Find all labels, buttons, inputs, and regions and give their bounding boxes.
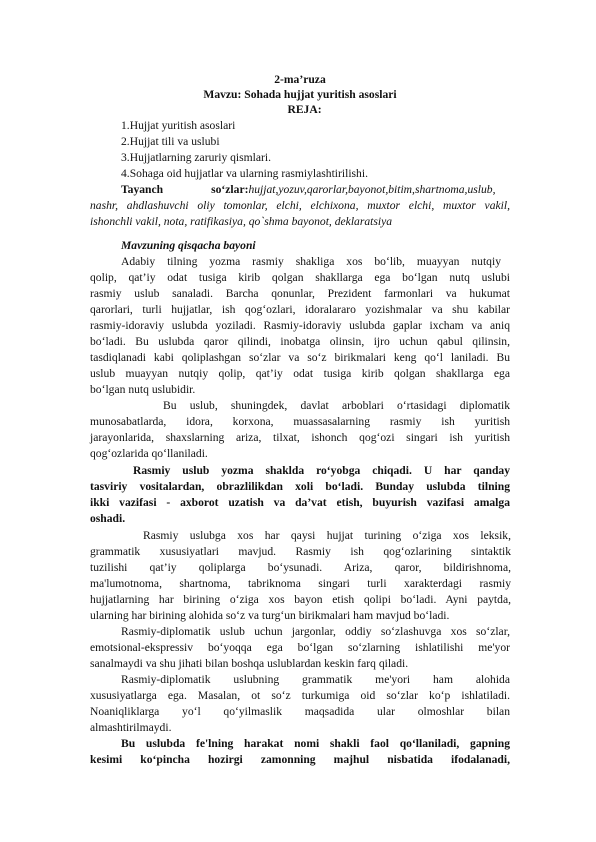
paragraph-line: Adabiy tilning yozma rasmiy shakliga xos bo‘lib, muayyan nutqiy (121, 255, 501, 268)
paragraph-line: qog‘ozlarida qo‘llaniladi. (90, 447, 208, 460)
paragraph-line: almashtirilmaydi. (90, 721, 172, 734)
plan-heading: REJA: (282, 103, 318, 116)
paragraph-line: Rasmiy-diplomatik uslub uchun jargonlar, oddiy so‘zlashuvga xos so‘zlar, (121, 625, 510, 638)
paragraph-line: qolip, qat’iy odat tusiga kirib qolgan shakllarga ega bo‘lgan nutq uslubi (90, 271, 510, 284)
paragraph-line: emotsional-ekspressiv bo‘yoqqa ega bo‘lgan so‘zlarning ishlatilishi me'yor (90, 641, 510, 654)
plan-item: 3.Hujjatlarning zaruriy qismlari. (121, 151, 272, 164)
paragraph-line: tasdiqlanadi kabi qoliplashgan so‘zlar va so‘z birikmalari keng qo‘l laniladi. Bu (90, 351, 510, 364)
paragraph-line: rasmiy-idoraviy uslubda yoziladi. Rasmiy-idoraviy uslubda gaplar ixcham va aniq (90, 319, 510, 332)
paragraph-line: bo‘ladi. Bu uslubda qaror qilindi, inobatga olinsin, ijro uchun qabul qilinsin, (90, 335, 510, 348)
paragraph-line: Bu uslub, shuningdek, davlat arboblari o‘rtasidagi diplomatik (163, 399, 510, 412)
paragraph-line: xususiyatlarga ega. Masalan, ot so‘z turkumiga oid so‘zlar ko‘p ishlatiladi. (90, 689, 510, 702)
paragraph-line: Rasmiy-diplomatik uslubning grammatik me'yori ham alohida (121, 673, 510, 686)
keywords-label-2: so‘zlar: (211, 183, 249, 196)
plan-item: 2.Hujjat tili va uslubi (121, 135, 220, 148)
keywords-list: hujjat,yozuv,qarorlar,bayonot,bitim,shartnoma,uslub, (248, 183, 496, 196)
lecture-number: 2-ma’ruza (274, 73, 326, 86)
plan-item: 1.Hujjat yuritish asoslari (121, 119, 236, 132)
paragraph-line: jarayonlarida, shaxslarning ariza, tilxat, ishonch qog‘ozi singari ish yuritish (90, 431, 510, 444)
paragraph-line: grammatik xususiyatlari mavjud. Rasmiy ish qog‘ozlarining sintaktik (90, 545, 511, 558)
keywords-list: ishonchli vakil, nota, ratifikasiya, qo`shma bayonot, deklaratsiya (90, 215, 393, 228)
paragraph-line: ikki vazifasi - axborot uzatish va da’vat etish, buyurish vazifasi amalga (90, 496, 510, 509)
page-title: Mavzu: Sohada hujjat yuritish asoslari (203, 88, 397, 101)
paragraph-line: ma'lumotnoma, shartnoma, tabriknoma singari turli xarakterdagi rasmiy (90, 577, 511, 590)
paragraph-line: tasviriy vositalardan, obrazlilikdan xoli bo‘ladi. Bunday uslubda tilning (90, 480, 510, 493)
summary-heading: Mavzuning qisqacha bayoni (121, 239, 256, 252)
paragraph-line: oshadi. (90, 512, 126, 525)
paragraph-line: kesimi ko‘pincha hozirgi zamonning majhul nisbatida ifodalanadi, (90, 753, 510, 766)
keywords-label: Tayanch (121, 183, 164, 196)
paragraph-line: Rasmiy uslubga xos har qaysi hujjat turining o‘ziga xos leksik, (143, 529, 511, 542)
paragraph-line: rasmiy uslub sanaladi. Barcha qonunlar, Prezident farmonlari va hukumat (90, 287, 510, 300)
paragraph-line: hujjatlarning har birining o‘ziga xos bayon etish qolipi bo‘ladi. Ayni paytda, (90, 593, 511, 606)
paragraph-line: Rasmiy uslub yozma shaklda ro‘yobga chiqadi. U har qanday (133, 464, 510, 477)
paragraph-line: bo‘lgan nutq uslubidir. (90, 383, 196, 396)
paragraph-line: uslub muayyan nutqiy qolip, qat’iy odat tusiga kirib qolgan shakllarga ega (90, 367, 510, 380)
keywords-line (121, 182, 511, 197)
paragraph-line: munosabatlarda, idora, korxona, muassasalarning rasmiy ish yuritish (90, 415, 510, 428)
plan-item: 4.Sohaga oid hujjatlar va ularning rasmiylashtirilishi. (121, 167, 368, 180)
paragraph-line: Bu uslubda fe'lning harakat nomi shakli faol qo‘llaniladi, gapning (121, 737, 510, 750)
paragraph-line: tuzilishi qat’iy qoliplarga bo‘ysunadi. Ariza, qaror, bildirishnoma, (90, 561, 511, 574)
paragraph-line: Noaniqliklarga yo‘l qo‘yilmaslik maqsadida ular olmoshlar bilan (90, 705, 510, 718)
paragraph-line: qarorlari, turli hujjatlar, ish qog‘ozlari, idoralararo yozishmalar va shu kabilar (90, 303, 510, 316)
keywords-list: nashr, ahdlashuvchi oliy tomonlar, elchi, elchixona, muxtor elchi, muxtor vakil, (90, 199, 510, 212)
paragraph-line: sanalmaydi va shu jihati bilan boshqa uslublardan keskin farq qiladi. (90, 657, 409, 670)
paragraph-line: ularning har birining alohida so‘z va turg‘un birikmalari ham mavjud bo‘ladi. (90, 609, 450, 622)
